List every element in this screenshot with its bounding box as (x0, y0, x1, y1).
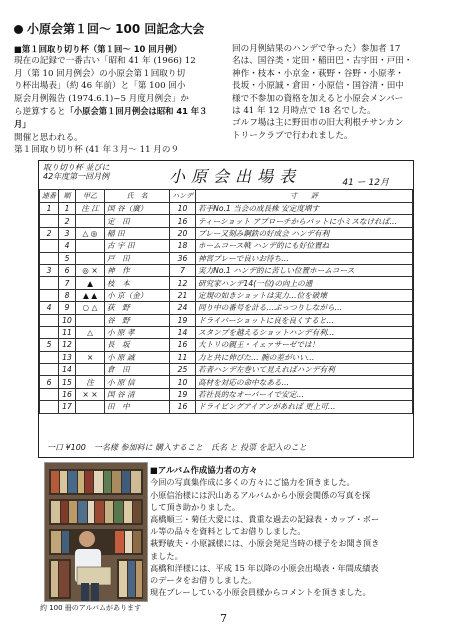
sheet-cell-dai (40, 351, 59, 363)
sheet-cell-dai: 5 (40, 339, 59, 351)
sheet-cell-jun: 6 (59, 264, 76, 276)
sheet-cell-kou: ◎ × (76, 264, 105, 276)
sheet-cell-dai (40, 277, 59, 289)
sheet-cell-kou: 注 (76, 376, 105, 388)
sheet-cell-dai: 3 (40, 264, 59, 276)
album-line: 高橋和洋様には、平成 15 年以降の小原会出場表・年間成績表 (150, 562, 379, 573)
left-para1-end: 開催と思われる。 (14, 132, 83, 143)
sheet-footer: 一口 ¥100 一名様 参加料に 購入すること 氏名 と 投票 を記入のこと (47, 443, 307, 452)
sheet-cell-dai (40, 215, 59, 227)
album-photo-icon (45, 463, 147, 601)
header-cell: 甲乙 (76, 190, 105, 203)
album-line: して頂き助かりました。 (150, 501, 241, 512)
sheet-cell-name: 国 谷 清 (105, 388, 170, 400)
sheet-cell-kou (76, 252, 105, 264)
sheet-cell-dai (40, 326, 59, 338)
right-line: ゴルフ場は主に野田市の旧大利根チサンカン (232, 118, 404, 129)
sheet-row (40, 277, 413, 289)
album-photo (44, 462, 148, 602)
sheet-cell-jun: 17 (59, 401, 76, 413)
right-line: 名は、国谷类・定田・稲田巴・古宇田・戸田・ (232, 56, 413, 67)
sheet-cell-cmt: 実力No.1 ハンデ的に苦しい位置ホームコース (196, 264, 413, 276)
sheet-cell-name: 神 作 (105, 264, 170, 276)
sheet-cell-dai (40, 289, 59, 301)
left-para1-line5: ら逆算すると「小原会第１回月例会は昭和 41 年３月」 (14, 106, 208, 130)
sheet-cell-name: 小 原 誠 (105, 351, 170, 363)
header-cell: 連番 (40, 190, 59, 203)
left-bold-text: 「小原会第１回月例会は昭和 41 年３月」 (14, 106, 208, 130)
sheet-cell-jun: 4 (59, 240, 76, 252)
sheet-cell-kou (76, 339, 105, 351)
right-line: 神作・枝本・小京金・萩野・谷野・小原孝・ (232, 68, 404, 79)
sheet-cell-cmt: ドライバーショットに良を良くすると… (196, 314, 413, 326)
sheet-cell-hc: 16 (170, 401, 196, 413)
sheet-cell-name: 小 原 信 (105, 376, 170, 388)
right-line: 回の月例結果のハンデで争った）参加者 17 (232, 44, 401, 54)
album-line: 萩野敏夫・小原誠様には、小原会発足当時の様子をお聞き頂き (150, 538, 380, 549)
sheet-date: 41 ー 12月 (342, 178, 389, 188)
sheet-cell-jun: 8 (59, 289, 76, 301)
left-para1-line2: 月（第 10 回月例会）の小原会第１回取り切 (14, 68, 186, 79)
sheet-cell-cmt: スタンプを越えるショットハンデ有利… (196, 326, 413, 338)
sheet-row (40, 314, 413, 326)
sheet-cell-dai (40, 240, 59, 252)
sheet-cell-hc: 25 (170, 364, 196, 376)
sheet-cell-hc: 24 (170, 302, 196, 314)
sheet-cell-jun: 2 (59, 215, 76, 227)
sheet-cell-dai (40, 401, 59, 413)
sheet-cell-kou (76, 364, 105, 376)
header-cell: 氏 名 (105, 190, 170, 203)
sheet-cell-kou: ▲ ▲ (76, 289, 105, 301)
sheet-row (40, 339, 413, 351)
header-cell: 寸 評 (196, 190, 413, 203)
sheet-row (40, 364, 413, 376)
sheet-cell-hc: 36 (170, 252, 196, 264)
left-para1-line1: 現在の記録で一番古い「昭和 41 年 (1966) 12 (14, 56, 196, 67)
bullet-dot-icon (14, 25, 23, 34)
sheet-cell-cmt: 同り中の番号を計る…ぷっつりしながら… (196, 302, 413, 314)
sheet-cell-kou (76, 314, 105, 326)
sheet-cell-name: 小 京（金） (105, 289, 170, 301)
sheet-cell-jun: 15 (59, 376, 76, 388)
sheet-cell-hc: 20 (170, 227, 196, 239)
sheet-cell-cmt: 若社長的なオーバーイで安定… (196, 388, 413, 400)
sheet-cell-name: 古 宇 田 (105, 240, 170, 252)
album-line: 高橋順三・菊任大愛には、貴重な過去の記録表・カップ・ボー (150, 514, 380, 525)
sheet-cell-hc: 10 (170, 376, 196, 388)
sheet-cell-cmt: 神宮プレーで良いお待ち… (196, 252, 413, 264)
sheet-cell-dai (40, 388, 59, 400)
sheet-cell-name: 荻 野 (105, 302, 170, 314)
sheet-cell-hc: 10 (170, 203, 196, 215)
sheet-title: 取り切り杯 並びに 42年度第一回月例 (43, 163, 110, 181)
left-column (14, 43, 218, 157)
header-cell: ハンデ (170, 190, 196, 203)
sheet-row (40, 302, 413, 314)
sheet-row (40, 401, 413, 413)
sheet-cell-hc: 14 (170, 326, 196, 338)
sheet-cell-jun: 9 (59, 302, 76, 314)
sheet-cell-cmt: ドライビングアイアンがあれば 更上可… (196, 401, 413, 413)
sheet-cell-kou: △ ◎ (76, 227, 105, 239)
sheet-row (40, 264, 413, 276)
sheet-cell-hc: 19 (170, 388, 196, 400)
sheet-header-row (40, 190, 413, 203)
sheet-cell-jun: 10 (59, 314, 76, 326)
album-line: のデータをお借りしました。 (150, 575, 257, 586)
sheet-cell-name: 国 谷（廣） (105, 203, 170, 215)
sheet-cell-name: 谷 野 (105, 314, 170, 326)
sheet-cell-jun: 16 (59, 388, 76, 400)
sheet-row (40, 252, 413, 264)
sheet-cell-hc: 18 (170, 240, 196, 252)
sheet-table (39, 189, 413, 414)
sheet-cell-name: 定 田 (105, 215, 170, 227)
photo-caption: 約 100 冊のアルバムがあります (40, 604, 142, 612)
sheet-cell-jun: 5 (59, 252, 76, 264)
sheet-row (40, 351, 413, 363)
sheet-cell-cmt: プレー又刻み鋼鉄の好成会 ハンデ有利 (196, 227, 413, 239)
sheet-cell-jun: 11 (59, 326, 76, 338)
right-column (232, 43, 437, 142)
album-line: ル等の品々を資料としてお借りしました。 (150, 526, 306, 537)
sheet-cell-kou: △ (76, 326, 105, 338)
sheet-cell-jun: 12 (59, 339, 76, 351)
sheet-cell-cmt: 若手No.1 当会の成長株 安定度増す (196, 203, 413, 215)
sheet-cell-jun: 14 (59, 364, 76, 376)
sheet-cell-hc: 11 (170, 351, 196, 363)
sheet-cell-dai (40, 314, 59, 326)
sheet-cell-kou (76, 240, 105, 252)
sheet-cell-kou: × × (76, 388, 105, 400)
right-line: 長坂・小原誠・倉田・小原信・国谷清・田中 (232, 81, 404, 92)
handwritten-entry-sheet (38, 160, 414, 458)
sheet-cell-hc: 12 (170, 277, 196, 289)
sheet-cell-dai: 4 (40, 302, 59, 314)
album-line: 今回の写真集作成に多くの方々にご協力を頂きました。 (150, 477, 355, 488)
right-line: 様で不参加の資格を加えると小原会メンバー (232, 93, 404, 104)
sheet-cell-hc: 19 (170, 314, 196, 326)
sheet-cell-name: 長 坂 (105, 339, 170, 351)
sheet-cell-name: 倉 田 (105, 364, 170, 376)
sheet-row (40, 326, 413, 338)
sheet-cell-name: 戸 田 (105, 252, 170, 264)
sheet-cell-cmt: ティーショット アプローチからパットに小ミスなければ… (196, 215, 413, 227)
page-heading: 小原会第１回〜 100 回記念大会 (14, 20, 204, 37)
sheet-cell-dai: 6 (40, 376, 59, 388)
sheet-cell-kou: ▲ (76, 277, 105, 289)
sheet-cell-dai (40, 252, 59, 264)
sheet-row (40, 388, 413, 400)
sheet-row (40, 227, 413, 239)
album-line: 小原信治様には沢山あるアルバムから小原会関係の写真を探 (150, 489, 371, 500)
header-cell: 順 (59, 190, 76, 203)
album-subheading: ■アルバム作成協力者の方々 (150, 465, 258, 475)
sheet-cell-kou (76, 401, 105, 413)
sheet-cell-name: 稲 田 (105, 227, 170, 239)
left-para1-line3: り杯出場表」（約 46 年前）と「第 100 回小 (14, 81, 186, 92)
page-number: 7 (220, 612, 227, 625)
sheet-cell-cmt: 力と共に伸びた… 腕の差がいい… (196, 351, 413, 363)
sheet-body (40, 203, 413, 414)
sheet-cell-dai (40, 364, 59, 376)
album-line: ました。 (150, 550, 183, 561)
sheet-cell-jun: 13 (59, 351, 76, 363)
sheet-cell-jun: 7 (59, 277, 76, 289)
sheet-cell-cmt: 若者ハンデ左巻いて見えればハンデ有利 (196, 364, 413, 376)
sheet-cell-hc: 21 (170, 289, 196, 301)
left-subheading: ■第１回取り切り杯（第１回〜 10 回月例） (14, 44, 182, 54)
sheet-cell-cmt: ホームコース戦 ハンデ的にも好位置ね (196, 240, 413, 252)
sheet-cell-cmt: 高材を対応の命中なある… (196, 376, 413, 388)
right-line: は 41 年 12 月時点で 18 名でした。 (232, 106, 376, 117)
sheet-cell-dai: 1 (40, 203, 59, 215)
sheet-cell-cmt: 定規の如きショットは実力…位を破壊 (196, 289, 413, 301)
sheet-cell-hc: 7 (170, 264, 196, 276)
right-line: トリークラブで行われました。 (232, 130, 353, 141)
sheet-cell-jun: 3 (59, 227, 76, 239)
sheet-cell-jun: 1 (59, 203, 76, 215)
sheet-cell-kou (76, 215, 105, 227)
sheet-cell-name: 小 原 孝 (105, 326, 170, 338)
album-section (150, 464, 440, 598)
sheet-row (40, 289, 413, 301)
sheet-main-title: 小原会出場表 (169, 167, 302, 186)
sheet-row (40, 215, 413, 227)
left-para2: 第１回取り切り杯 (41 年３月〜 11 月の９ (14, 145, 180, 156)
left-para1-line4: 原会月例報告 (1974.6.1)~5 月度月例会」か (14, 93, 189, 104)
sheet-row (40, 203, 413, 215)
sheet-row (40, 376, 413, 388)
sheet-cell-kou: ○ △ (76, 302, 105, 314)
sheet-cell-name: 田 中 (105, 401, 170, 413)
sheet-cell-kou: × (76, 351, 105, 363)
sheet-cell-cmt: 研究家ハンデ14(一位)の向上の通 (196, 277, 413, 289)
sheet-cell-dai: 2 (40, 227, 59, 239)
sheet-cell-hc: 16 (170, 339, 196, 351)
sheet-row (40, 240, 413, 252)
sheet-cell-cmt: 大トリの親王・イェァサーゼでは！ (196, 339, 413, 351)
sheet-cell-hc: 16 (170, 215, 196, 227)
sheet-cell-name: 枝 本 (105, 277, 170, 289)
sheet-cell-kou: 注 江 (76, 203, 105, 215)
album-line: 現在プレーしている小原会員様からコメントを頂きました。 (150, 587, 371, 598)
